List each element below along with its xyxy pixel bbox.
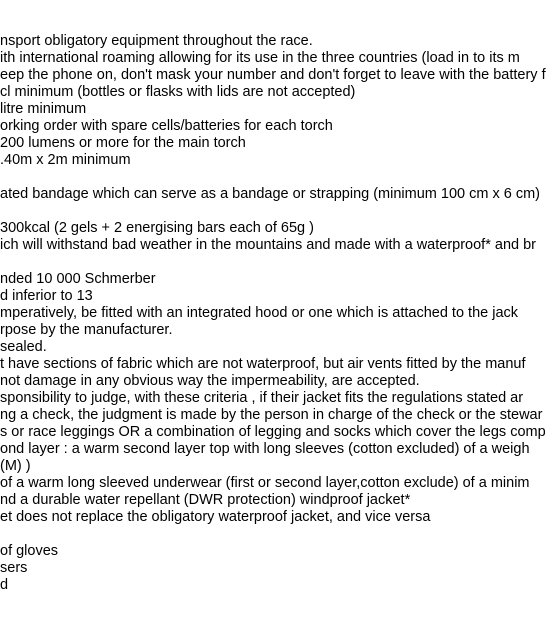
- text-line: .40m x 2m minimum: [0, 152, 131, 168]
- text-line: d inferior to 13: [0, 288, 93, 304]
- text-line: et does not replace the obligatory waterproof jacket, and vice versa: [0, 509, 431, 525]
- document-body: [0, 33, 560, 617]
- text-line: cl minimum (bottles or flasks with lids are not accepted): [0, 84, 356, 100]
- text-line: ond layer : a warm second layer top with long sleeves (cotton excluded) of a weigh: [0, 441, 530, 457]
- text-line: s or race leggings OR a combination of legging and socks which cover the legs comp: [0, 424, 546, 440]
- text-line: t have sections of fabric which are not waterproof, but air vents fitted by the manuf: [0, 356, 526, 372]
- text-line: of a warm long sleeved underwear (first or second layer,cotton exclude) of a minim: [0, 475, 530, 491]
- text-line: orking order with spare cells/batteries for each torch: [0, 118, 333, 134]
- text-line: 300kcal (2 gels + 2 energising bars each of 65g ): [0, 220, 314, 236]
- text-line: ich will withstand bad weather in the mountains and made with a waterproof* and br: [0, 237, 536, 253]
- text-line: nded 10 000 Schmerber: [0, 271, 156, 287]
- text-line: ated bandage which can serve as a bandage or strapping (minimum 100 cm x 6 cm): [0, 186, 541, 202]
- blank-line: [0, 526, 560, 543]
- text-line: nd a durable water repellant (DWR protection) windproof jacket*: [0, 492, 411, 508]
- text-line: rpose by the manufacturer.: [0, 322, 173, 338]
- text-line: sponsibility to judge, with these criteria , if their jacket fits the regulations stated ar: [0, 390, 524, 406]
- text-line: sers: [0, 560, 28, 576]
- text-line: ng a check, the judgment is made by the person in charge of the check or the stewar: [0, 407, 543, 423]
- text-line: sealed.: [0, 339, 47, 355]
- text-line: mperatively, be fitted with an integrated hood or one which is attached to the jack: [0, 305, 519, 321]
- text-line: nsport obligatory equipment throughout the race.: [0, 33, 313, 49]
- text-line: (M) ): [0, 458, 31, 474]
- text-line: not damage in any obvious way the impermeability, are accepted.: [0, 373, 420, 389]
- text-line: 200 lumens or more for the main torch: [0, 135, 246, 151]
- text-line: litre minimum: [0, 101, 87, 117]
- text-line: ith international roaming allowing for its use in the three countries (load in to its m: [0, 50, 520, 66]
- blank-line: [0, 169, 560, 186]
- blank-line: [0, 203, 560, 220]
- text-line: d: [0, 577, 9, 593]
- text-line: eep the phone on, don't mask your number and don't forget to leave with the battery f: [0, 67, 546, 83]
- blank-line: [0, 254, 560, 271]
- text-line: of gloves: [0, 543, 59, 559]
